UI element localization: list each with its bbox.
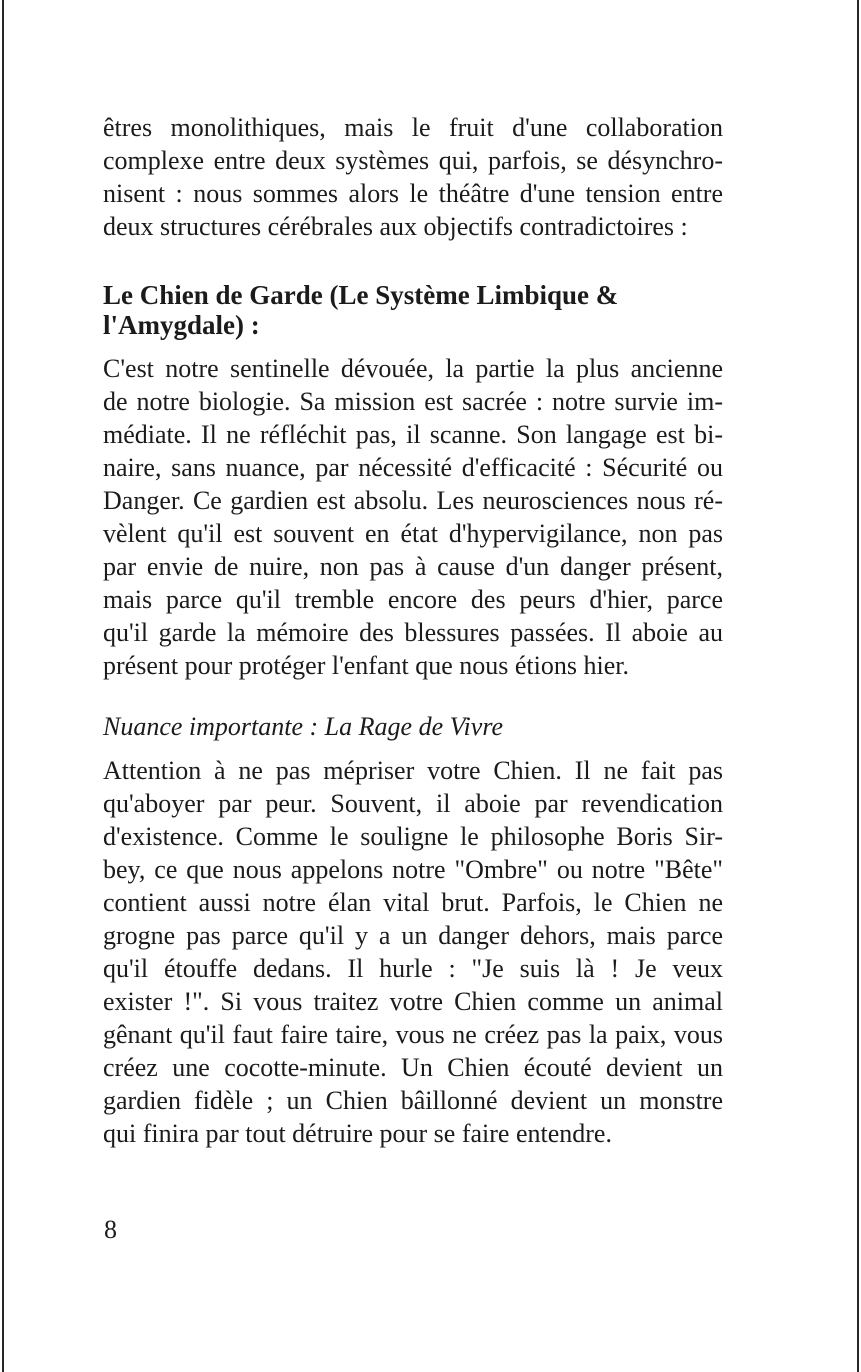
text-line: qu'aboyer par peur. Souvent, il aboie par revendication [103,789,723,818]
text-line: Danger. Ce gardien est absolu. Les neurosciences nous ré- [103,486,723,515]
text-line: naire, sans nuance, par nécessité d'efficacité : Sécurité ou [103,453,723,482]
italic-subheading [103,710,723,743]
text-line: exister !". Si vous traitez votre Chien comme un animal [103,987,723,1016]
text-line: qu'il étouffe dedans. Il hurle : "Je suis là ! Je veux [103,954,723,983]
text-line: médiate. Il ne réfléchit pas, il scanne. Son langage est bi- [103,420,723,449]
text-block [103,0,723,1150]
text-line: qu'il garde la mémoire des blessures passées. Il aboie au [103,618,723,647]
text-line: nisent : nous sommes alors le théâtre d'une tension entre [103,179,723,208]
text-line: C'est notre sentinelle dévouée, la partie la plus ancienne [103,354,723,383]
text-line: créez une cocotte-minute. Un Chien écouté devient un [103,1053,723,1082]
text-line: présent pour protéger l'enfant que nous étions hier. [103,651,629,680]
text-line: complexe entre deux systèmes qui, parfois, se désynchro- [103,146,723,175]
intro-paragraph [103,111,723,243]
page-number: 8 [104,1215,117,1244]
text-line: contient aussi notre élan vital brut. Parfois, le Chien ne [103,888,723,917]
text-line: Le Chien de Garde (Le Système Limbique & [103,280,619,310]
text-line: êtres monolithiques, mais le fruit d'une collaboration [103,113,723,142]
text-line: qui finira par tout détruire pour se faire entendre. [103,1119,612,1148]
section-heading [103,280,723,340]
text-line: vèlent qu'il est souvent en état d'hypervigilance, non pas [103,519,723,548]
page-left-edge-line [2,0,4,1372]
text-line: d'existence. Comme le souligne le philosophe Boris Sir- [103,822,723,851]
text-line: Attention à ne pas mépriser votre Chien. Il ne fait pas [103,756,723,785]
text-line: par envie de nuire, non pas à cause d'un danger présent, [103,552,723,581]
text-line: grogne pas parce qu'il y a un danger dehors, mais parce [103,921,723,950]
text-line: gardien fidèle ; un Chien bâillonné devient un monstre [103,1086,723,1115]
page-right-edge-line [857,0,859,1372]
text-line: mais parce qu'il tremble encore des peurs d'hier, parce [103,585,723,614]
text-line: gênant qu'il faut faire taire, vous ne créez pas la paix, vous [103,1020,723,1049]
text-line: deux structures cérébrales aux objectifs contradictoires : [103,212,688,241]
text-line: l'Amygdale) : [103,310,260,340]
text-line: de notre biologie. Sa mission est sacrée : notre survie im- [103,387,723,416]
rage-de-vivre-paragraph [103,754,723,1150]
text-line: bey, ce que nous appelons notre "Ombre" ou notre "Bête" [103,855,723,884]
guard-dog-paragraph [103,352,723,682]
text-line: Nuance importante : La Rage de Vivre [103,712,504,741]
